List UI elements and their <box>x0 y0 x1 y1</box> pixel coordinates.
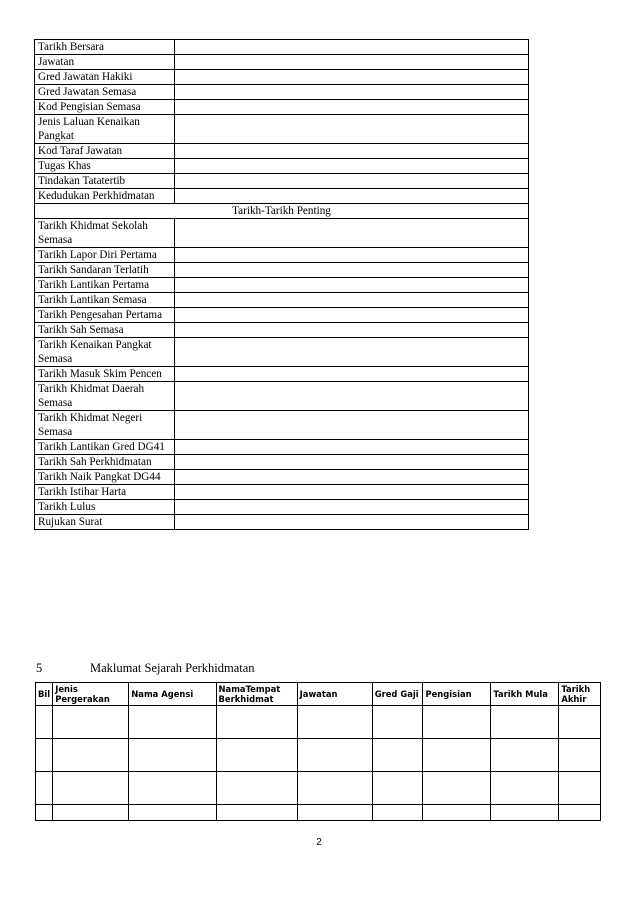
section-title: Tarikh-Tarikh Penting <box>35 204 529 219</box>
section-title-row <box>35 204 529 219</box>
date-row <box>35 219 529 248</box>
service-history-cell[interactable] <box>423 739 491 772</box>
date-label: Tarikh Pengesahan Pertama <box>35 308 175 323</box>
date-label: Rujukan Surat <box>35 515 175 530</box>
service-history-cell[interactable] <box>36 739 53 772</box>
personal-info-table <box>34 39 529 530</box>
info-value-cell[interactable] <box>175 174 529 189</box>
service-history-cell[interactable] <box>491 706 559 739</box>
date-row <box>35 500 529 515</box>
section-5-heading <box>36 661 255 676</box>
info-label: Gred Jawatan Hakiki <box>35 70 175 85</box>
service-history-cell[interactable] <box>36 772 53 805</box>
date-value-cell[interactable] <box>175 382 529 411</box>
col-header-jawatan: Jawatan <box>297 683 372 706</box>
date-row <box>35 293 529 308</box>
info-label: Kod Pengisian Semasa <box>35 100 175 115</box>
service-history-cell[interactable] <box>372 706 423 739</box>
date-row <box>35 382 529 411</box>
info-row <box>35 55 529 70</box>
service-history-row <box>36 805 601 821</box>
date-value-cell[interactable] <box>175 263 529 278</box>
info-row <box>35 85 529 100</box>
date-value-cell[interactable] <box>175 440 529 455</box>
date-row <box>35 455 529 470</box>
date-value-cell[interactable] <box>175 293 529 308</box>
info-row <box>35 189 529 204</box>
service-history-cell[interactable] <box>129 739 216 772</box>
date-label: Tarikh Lapor Diri Pertama <box>35 248 175 263</box>
service-history-header-row <box>36 683 601 706</box>
info-value-cell[interactable] <box>175 70 529 85</box>
date-label: Tarikh Istihar Harta <box>35 485 175 500</box>
service-history-cell[interactable] <box>36 706 53 739</box>
info-row <box>35 159 529 174</box>
info-value-cell[interactable] <box>175 189 529 204</box>
service-history-cell[interactable] <box>372 739 423 772</box>
service-history-cell[interactable] <box>216 805 297 821</box>
service-history-cell[interactable] <box>423 805 491 821</box>
date-row <box>35 338 529 367</box>
date-row <box>35 308 529 323</box>
info-row <box>35 115 529 144</box>
date-value-cell[interactable] <box>175 515 529 530</box>
date-row <box>35 470 529 485</box>
date-value-cell[interactable] <box>175 411 529 440</box>
col-header-nama-agensi: Nama Agensi <box>129 683 216 706</box>
service-history-cell[interactable] <box>372 805 423 821</box>
date-value-cell[interactable] <box>175 278 529 293</box>
service-history-cell[interactable] <box>559 706 601 739</box>
info-row <box>35 174 529 189</box>
date-value-cell[interactable] <box>175 455 529 470</box>
date-row <box>35 367 529 382</box>
section-5-number: 5 <box>36 661 43 675</box>
service-history-cell[interactable] <box>129 772 216 805</box>
info-label: Tindakan Tatatertib <box>35 174 175 189</box>
info-row <box>35 40 529 55</box>
col-header-tarikh-akhir: Tarikh Akhir <box>559 683 601 706</box>
info-label: Jawatan <box>35 55 175 70</box>
info-value-cell[interactable] <box>175 55 529 70</box>
service-history-cell[interactable] <box>129 706 216 739</box>
date-value-cell[interactable] <box>175 485 529 500</box>
col-header-jenis-pergerakan: Jenis Pergerakan <box>53 683 129 706</box>
service-history-row <box>36 739 601 772</box>
service-history-cell[interactable] <box>372 772 423 805</box>
date-value-cell[interactable] <box>175 219 529 248</box>
service-history-cell[interactable] <box>216 706 297 739</box>
col-header-pengisian: Pengisian <box>423 683 491 706</box>
date-label: Tarikh Sandaran Terlatih <box>35 263 175 278</box>
service-history-cell[interactable] <box>216 772 297 805</box>
date-label: Tarikh Lantikan Gred DG41 <box>35 440 175 455</box>
date-row <box>35 323 529 338</box>
service-history-row <box>36 772 601 805</box>
service-history-cell[interactable] <box>423 772 491 805</box>
info-value-cell[interactable] <box>175 100 529 115</box>
date-value-cell[interactable] <box>175 248 529 263</box>
date-label: Tarikh Sah Semasa <box>35 323 175 338</box>
date-label: Tarikh Lantikan Pertama <box>35 278 175 293</box>
section-5-title: Maklumat Sejarah Perkhidmatan <box>90 661 255 675</box>
service-history-cell[interactable] <box>297 706 372 739</box>
service-history-cell[interactable] <box>297 772 372 805</box>
info-label: Gred Jawatan Semasa <box>35 85 175 100</box>
info-row <box>35 100 529 115</box>
info-label: Kedudukan Perkhidmatan <box>35 189 175 204</box>
info-label: Jenis Laluan Kenaikan Pangkat <box>35 115 175 144</box>
date-label: Tarikh Khidmat Sekolah Semasa <box>35 219 175 248</box>
service-history-cell[interactable] <box>36 805 53 821</box>
date-row <box>35 263 529 278</box>
date-label: Tarikh Lulus <box>35 500 175 515</box>
service-history-cell[interactable] <box>491 805 559 821</box>
col-header-bil: Bil <box>36 683 53 706</box>
date-row <box>35 485 529 500</box>
info-value-cell[interactable] <box>175 85 529 100</box>
info-label: Tarikh Bersara <box>35 40 175 55</box>
service-history-cell[interactable] <box>559 805 601 821</box>
date-row <box>35 411 529 440</box>
service-history-cell[interactable] <box>297 805 372 821</box>
service-history-cell[interactable] <box>53 706 129 739</box>
service-history-cell[interactable] <box>423 706 491 739</box>
date-row <box>35 278 529 293</box>
date-value-cell[interactable] <box>175 308 529 323</box>
date-label: Tarikh Naik Pangkat DG44 <box>35 470 175 485</box>
service-history-cell[interactable] <box>53 805 129 821</box>
date-label: Tarikh Masuk Skim Pencen <box>35 367 175 382</box>
info-value-cell[interactable] <box>175 144 529 159</box>
service-history-cell[interactable] <box>559 739 601 772</box>
date-value-cell[interactable] <box>175 470 529 485</box>
date-label: Tarikh Sah Perkhidmatan <box>35 455 175 470</box>
date-value-cell[interactable] <box>175 338 529 367</box>
col-header-nama-tempat: NamaTempat Berkhidmat <box>216 683 297 706</box>
date-row <box>35 248 529 263</box>
col-header-gred-gaji: Gred Gaji <box>372 683 423 706</box>
info-value-cell[interactable] <box>175 40 529 55</box>
service-history-cell[interactable] <box>491 772 559 805</box>
info-value-cell[interactable] <box>175 159 529 174</box>
page-number: 2 <box>316 837 322 848</box>
service-history-row <box>36 706 601 739</box>
service-history-table <box>35 682 601 821</box>
service-history-cell[interactable] <box>53 739 129 772</box>
info-label: Tugas Khas <box>35 159 175 174</box>
date-row <box>35 440 529 455</box>
service-history-cell[interactable] <box>53 772 129 805</box>
date-value-cell[interactable] <box>175 367 529 382</box>
info-row <box>35 144 529 159</box>
date-value-cell[interactable] <box>175 323 529 338</box>
col-header-tarikh-mula: Tarikh Mula <box>491 683 559 706</box>
date-label: Tarikh Khidmat Negeri Semasa <box>35 411 175 440</box>
date-row <box>35 515 529 530</box>
date-label: Tarikh Khidmat Daerah Semasa <box>35 382 175 411</box>
info-row <box>35 70 529 85</box>
info-value-cell[interactable] <box>175 115 529 144</box>
date-label: Tarikh Kenaikan Pangkat Semasa <box>35 338 175 367</box>
info-label: Kod Taraf Jawatan <box>35 144 175 159</box>
service-history-cell[interactable] <box>129 805 216 821</box>
date-label: Tarikh Lantikan Semasa <box>35 293 175 308</box>
service-history-cell[interactable] <box>491 739 559 772</box>
service-history-cell[interactable] <box>216 739 297 772</box>
service-history-cell[interactable] <box>559 772 601 805</box>
service-history-cell[interactable] <box>297 739 372 772</box>
date-value-cell[interactable] <box>175 500 529 515</box>
